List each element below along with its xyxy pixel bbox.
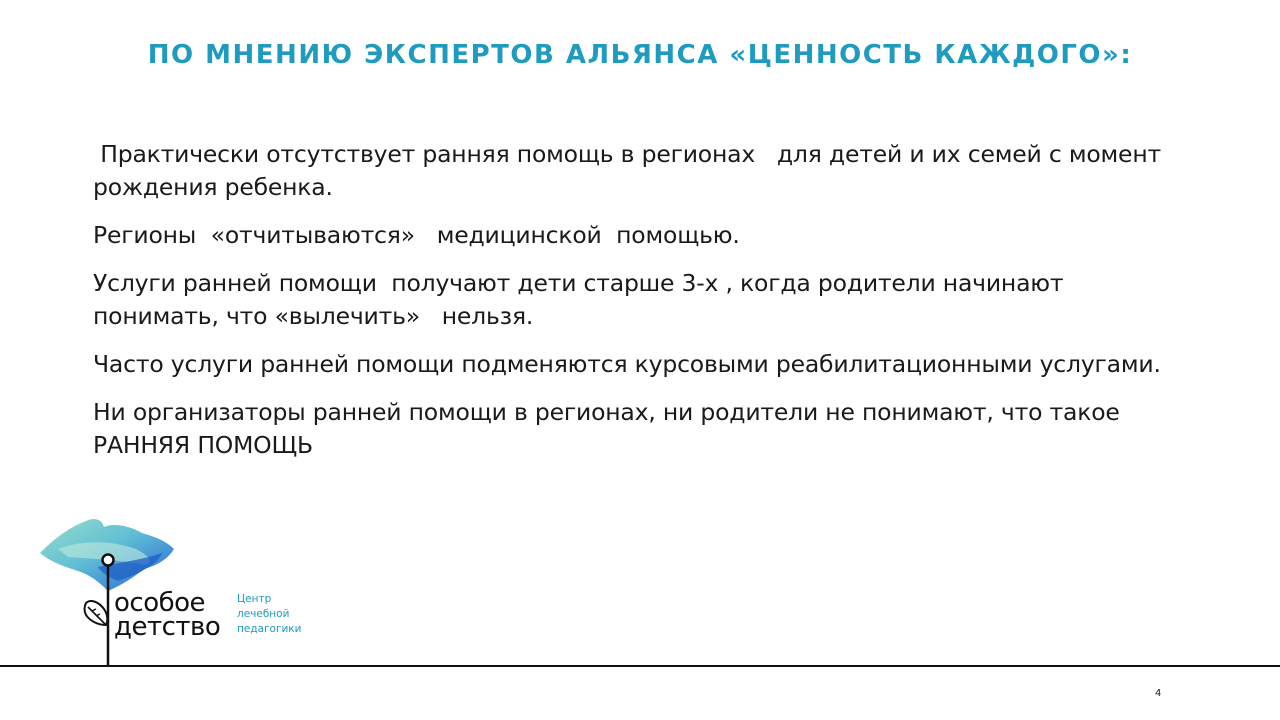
logo-word-osoboe: особое [114,588,206,618]
paragraph-4: Часто услуги ранней помощи подменяются курсовыми реабилитационными услугами. [93,350,1161,378]
paragraph-3: Услуги ранней помощи получают дети старше 3-х , когда родители начинают понимать, что «вылечить» нельзя. [93,269,1071,330]
paragraph-5: Ни организаторы ранней помощи в регионах, ни родители не понимают, что такое РАННЯЯ ПОМОЩЬ [93,398,1127,459]
logo-word-detstvo: детство [114,612,221,642]
logo-sub-3: педагогики [237,623,302,635]
slide-body [93,138,1176,477]
footer-divider [0,665,1280,667]
logo-sub-1: Центр [237,593,272,605]
page-number: 4 [1155,688,1162,699]
leaf-icon [85,601,108,625]
slide-title: ПО МНЕНИЮ ЭКСПЕРТОВ АЛЬЯНСА «ЦЕННОСТЬ КАЖДОГО»: [147,40,1133,70]
logo-sub-2: лечебной [237,608,290,620]
paragraph-1: Практически отсутствует ранняя помощь в регионах для детей и их семей с момент рождения ребенка. [93,140,1176,201]
paragraph-2: Регионы «отчитываются» медицинской помощью. [93,221,740,249]
